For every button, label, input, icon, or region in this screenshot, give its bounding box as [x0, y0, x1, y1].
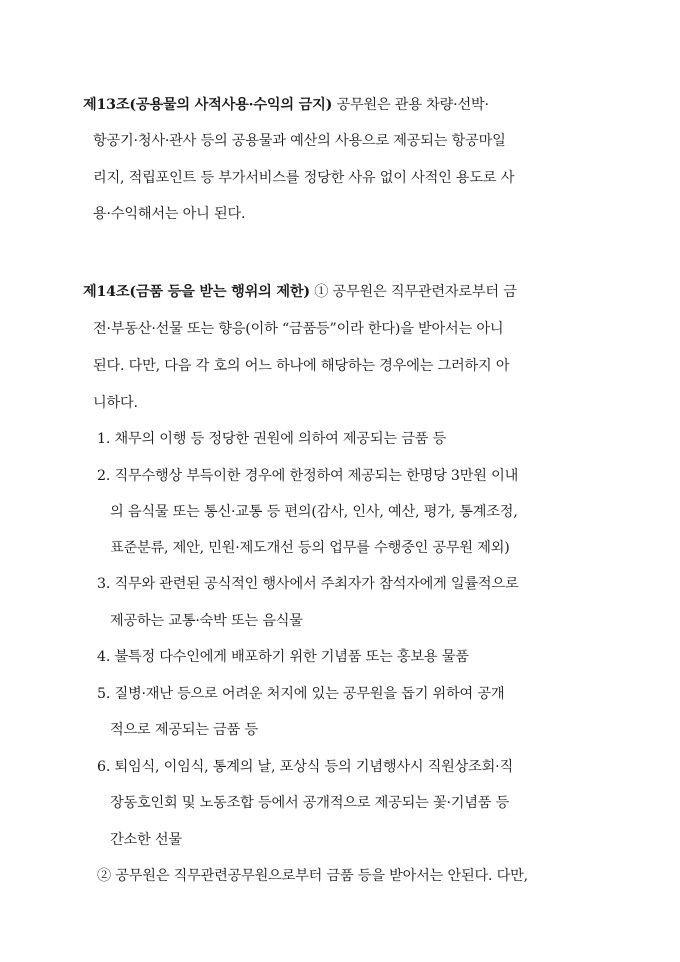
- article13-text-line: 항공기·청사·관사 등의 공용물과 예산의 사용으로 제공되는 항공마일: [93, 133, 506, 149]
- list-item-3-continuation: 제공하는 교통·숙박 또는 음식물: [110, 613, 303, 629]
- article14-heading: 제14조(금품 등을 받는 행위의 제한): [83, 284, 310, 300]
- article14-text-line: 전·부동산·선물 또는 향응(이하 “금품등”이라 한다)을 받아서는 아니: [93, 321, 504, 337]
- list-item-6: 6. 퇴임식, 이임식, 통계의 날, 포상식 등의 기념행사시 직원상조회·직: [97, 759, 513, 775]
- list-item-2-continuation: 표준분류, 제안, 민원·제도개선 등의 업무를 수행중인 공무원 제외): [110, 540, 510, 556]
- list-item-4: 4. 불특정 다수인에게 배포하기 위한 기념품 또는 홍보용 물품: [97, 649, 469, 665]
- article14-first-line: [83, 282, 517, 302]
- article13-text-line: 리지, 적립포인트 등 부가서비스를 정당한 사유 없이 사적인 용도로 사: [93, 170, 515, 186]
- list-item-5: 5. 질병·재난 등으로 어려운 처지에 있는 공무원을 돕기 위하여 공개: [97, 686, 505, 702]
- article14-text-line: ① 공무원은 직무관련자로부터 금: [309, 284, 517, 300]
- article14-text-line: 니하다.: [93, 395, 138, 411]
- list-item-1: 1. 채무의 이행 등 정당한 권원에 의하여 제공되는 금품 등: [97, 431, 447, 447]
- list-item-3: 3. 직무와 관련된 공식적인 행사에서 주최자가 참석자에게 일률적으로: [97, 576, 519, 592]
- list-item-6-continuation: 장동호인회 및 노동조합 등에서 공개적으로 제공되는 꽃·기념품 등: [110, 795, 510, 811]
- list-item-6-continuation: 간소한 선물: [110, 832, 182, 848]
- article13-text-line: 공무원은 관용 차량·선박·: [332, 97, 489, 113]
- list-item-2-continuation: 의 음식물 또는 통신·교통 등 편의(감사, 인사, 예산, 평가, 통계조정,: [110, 504, 518, 520]
- article13-text-line: 용·수익해서는 아니 된다.: [93, 206, 246, 222]
- list-item-2: 2. 직무수행상 부득이한 경우에 한정하여 제공되는 한명당 3만원 이내: [97, 468, 519, 484]
- article13-heading: 제13조(공용물의 사적사용·수익의 금지): [83, 97, 333, 113]
- article13-first-line: [83, 95, 489, 115]
- article14-text-line: 된다. 다만, 다음 각 호의 어느 하나에 해당하는 경우에는 그러하지 아: [93, 358, 510, 374]
- list-item-5-continuation: 적으로 제공되는 금품 등: [110, 722, 258, 738]
- article14-paragraph-2: ② 공무원은 직무관련공무원으로부터 금품 등을 받아서는 안된다. 다만,: [97, 868, 528, 884]
